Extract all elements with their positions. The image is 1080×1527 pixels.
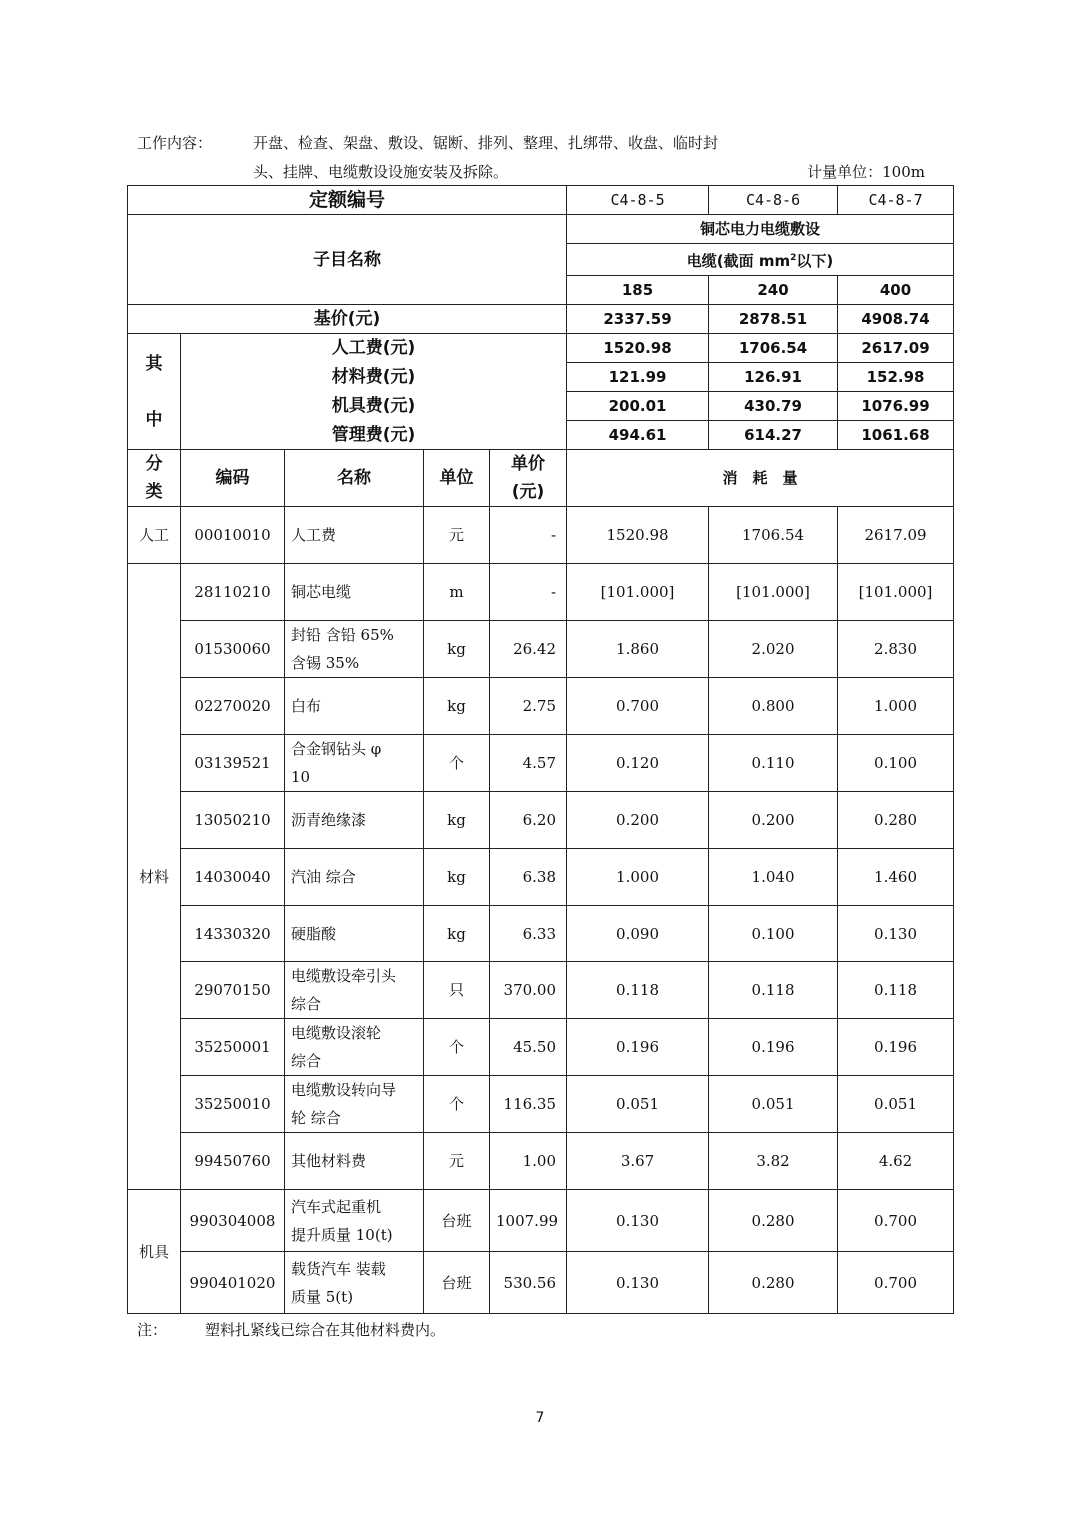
resource-code: 14030040 — [181, 849, 285, 906]
consumption-value: 2617.09 — [838, 507, 954, 564]
footnote-text: 塑料扎紧线已综合在其他材料费内。 — [205, 1321, 446, 1339]
consumption-value: 2.830 — [838, 621, 954, 678]
name-header: 名称 — [285, 450, 424, 507]
resource-code: 02270020 — [181, 678, 285, 735]
resource-code: 14330320 — [181, 906, 285, 962]
resource-price: 1007.99 — [490, 1190, 567, 1252]
consumption-value: 0.130 — [567, 1190, 709, 1252]
consumption-value: [101.000] — [709, 564, 838, 621]
resource-unit: 个 — [424, 735, 490, 792]
consumption-value: 2.020 — [709, 621, 838, 678]
base-price: 4908.74 — [838, 305, 954, 334]
consumption-value: 1520.98 — [567, 507, 709, 564]
resource-code: 990304008 — [181, 1190, 285, 1252]
consumption-value: 0.118 — [838, 962, 954, 1019]
consumption-value: 0.051 — [567, 1076, 709, 1133]
resource-unit: kg — [424, 621, 490, 678]
page-number: 7 — [535, 1410, 545, 1426]
resource-code: 01530060 — [181, 621, 285, 678]
cost-row — [128, 392, 954, 421]
cost-value: 1706.54 — [709, 334, 838, 363]
item-subtitle: 电缆(截面 $mm^2$以下) — [567, 244, 954, 276]
resource-unit: 个 — [424, 1019, 490, 1076]
base-price: 2878.51 — [709, 305, 838, 334]
resource-price: 6.33 — [490, 906, 567, 962]
resource-name: 电缆敷设转向导 轮 综合 — [285, 1076, 424, 1133]
resource-code: 03139521 — [181, 735, 285, 792]
consumption-value: 0.196 — [567, 1019, 709, 1076]
resource-unit: 台班 — [424, 1190, 490, 1252]
resource-price: - — [490, 507, 567, 564]
consumption-value: 0.100 — [709, 906, 838, 962]
cost-row — [128, 421, 954, 450]
resource-name: 汽车式起重机 提升质量 10(t) — [285, 1190, 424, 1252]
consumption-value: 0.051 — [709, 1076, 838, 1133]
quota-label: 定额编号 — [128, 186, 567, 215]
machine-row — [128, 1190, 954, 1252]
resource-price: 1.00 — [490, 1133, 567, 1190]
consumption-value: 1.040 — [709, 849, 838, 906]
base-price: 2337.59 — [567, 305, 709, 334]
consumption-value: 0.700 — [838, 1190, 954, 1252]
cost-label: 机具费(元) — [181, 392, 567, 421]
material-row — [128, 906, 954, 962]
consumption-value: 0.200 — [709, 792, 838, 849]
cost-value: 1076.99 — [838, 392, 954, 421]
resource-name: 其他材料费 — [285, 1133, 424, 1190]
category-machine: 机具 — [128, 1190, 181, 1314]
quota-code-row — [128, 186, 954, 215]
resource-unit: 元 — [424, 1133, 490, 1190]
consumption-value: 0.118 — [709, 962, 838, 1019]
consumption-value: 0.130 — [838, 906, 954, 962]
work-content — [137, 130, 957, 188]
resource-unit: kg — [424, 906, 490, 962]
resource-name: 载货汽车 装载 质量 5(t) — [285, 1252, 424, 1314]
resource-code: 990401020 — [181, 1252, 285, 1314]
work-content-line-1: 开盘、检查、架盘、敷设、锯断、排列、整理、扎绑带、收盘、临时封 — [253, 134, 719, 152]
resource-code: 29070150 — [181, 962, 285, 1019]
consumption-value: 0.090 — [567, 906, 709, 962]
resource-unit: m — [424, 564, 490, 621]
resource-name: 沥青绝缘漆 — [285, 792, 424, 849]
resource-name: 人工费 — [285, 507, 424, 564]
consumption-value: 0.120 — [567, 735, 709, 792]
resource-unit: kg — [424, 792, 490, 849]
consumption-value: 4.62 — [838, 1133, 954, 1190]
of-which-label: 其 中 — [128, 334, 181, 450]
cost-label: 人工费(元) — [181, 334, 567, 363]
consumption-value: 0.196 — [709, 1019, 838, 1076]
resource-unit: kg — [424, 678, 490, 735]
cost-value: 614.27 — [709, 421, 838, 450]
resource-unit: 元 — [424, 507, 490, 564]
resource-price: 2.75 — [490, 678, 567, 735]
cable-size: 240 — [709, 276, 838, 305]
resource-price: 26.42 — [490, 621, 567, 678]
resource-name: 电缆敷设牵引头 综合 — [285, 962, 424, 1019]
consumption-value: 0.200 — [567, 792, 709, 849]
material-row — [128, 792, 954, 849]
resource-code: 99450760 — [181, 1133, 285, 1190]
cost-label: 管理费(元) — [181, 421, 567, 450]
quota-code: C4-8-5 — [567, 186, 709, 215]
material-row — [128, 621, 954, 678]
consumption-value: 0.051 — [838, 1076, 954, 1133]
resource-price: 6.20 — [490, 792, 567, 849]
consumption-value: 0.196 — [838, 1019, 954, 1076]
consumption-value: 0.280 — [709, 1252, 838, 1314]
resource-code: 00010010 — [181, 507, 285, 564]
footnote-label: 注： — [137, 1321, 168, 1339]
consumption-value: [101.000] — [567, 564, 709, 621]
consumption-value: 0.110 — [709, 735, 838, 792]
resource-price: 45.50 — [490, 1019, 567, 1076]
resource-code: 35250010 — [181, 1076, 285, 1133]
work-content-label: 工作内容： — [137, 134, 213, 152]
item-title: 铜芯电力电缆敷设 — [567, 215, 954, 244]
unit-header: 单位 — [424, 450, 490, 507]
material-row — [128, 564, 954, 621]
resource-name: 合金钢钻头 φ 10 — [285, 735, 424, 792]
resource-price: 4.57 — [490, 735, 567, 792]
resource-name: 白布 — [285, 678, 424, 735]
cost-row — [128, 334, 954, 363]
cost-label: 材料费(元) — [181, 363, 567, 392]
consumption-value: 0.700 — [567, 678, 709, 735]
material-row — [128, 1019, 954, 1076]
consumption-value: [101.000] — [838, 564, 954, 621]
column-header-row — [128, 450, 954, 507]
cost-value: 494.61 — [567, 421, 709, 450]
cost-value: 152.98 — [838, 363, 954, 392]
cost-value: 2617.09 — [838, 334, 954, 363]
resource-code: 13050210 — [181, 792, 285, 849]
material-row — [128, 678, 954, 735]
cost-value: 121.99 — [567, 363, 709, 392]
resource-unit: 个 — [424, 1076, 490, 1133]
category-header: 分 类 — [128, 450, 181, 507]
consumption-value: 1.460 — [838, 849, 954, 906]
consumption-value: 0.800 — [709, 678, 838, 735]
cost-value: 1061.68 — [838, 421, 954, 450]
resource-name: 汽油 综合 — [285, 849, 424, 906]
measurement-unit: 计量单位：100m — [807, 163, 925, 181]
consumption-value: 1.860 — [567, 621, 709, 678]
cost-row — [128, 363, 954, 392]
quota-code: C4-8-6 — [709, 186, 838, 215]
resource-price: - — [490, 564, 567, 621]
price-header: 单价 (元) — [490, 450, 567, 507]
category-material: 材料 — [128, 564, 181, 1190]
quota-code: C4-8-7 — [838, 186, 954, 215]
item-title-row — [128, 215, 954, 244]
consumption-value: 1.000 — [567, 849, 709, 906]
base-price-label: 基价(元) — [128, 305, 567, 334]
material-row — [128, 1076, 954, 1133]
consumption-value: 0.130 — [567, 1252, 709, 1314]
cost-value: 200.01 — [567, 392, 709, 421]
resource-unit: 只 — [424, 962, 490, 1019]
cable-size: 185 — [567, 276, 709, 305]
resource-price: 116.35 — [490, 1076, 567, 1133]
resource-price: 370.00 — [490, 962, 567, 1019]
resource-code: 28110210 — [181, 564, 285, 621]
resource-name: 封铅 含铅 65% 含锡 35% — [285, 621, 424, 678]
quota-table — [127, 185, 954, 1314]
consumption-value: 0.118 — [567, 962, 709, 1019]
consumption-value: 0.280 — [709, 1190, 838, 1252]
material-row — [128, 1133, 954, 1190]
material-row — [128, 735, 954, 792]
resource-unit: 台班 — [424, 1252, 490, 1314]
machine-row — [128, 1252, 954, 1314]
work-content-line-2: 头、挂牌、电缆敷设设施安装及拆除。 — [253, 163, 509, 181]
cost-value: 126.91 — [709, 363, 838, 392]
item-label: 子目名称 — [128, 215, 567, 305]
resource-name: 铜芯电缆 — [285, 564, 424, 621]
resource-name: 硬脂酸 — [285, 906, 424, 962]
resource-name: 电缆敷设滚轮 综合 — [285, 1019, 424, 1076]
resource-price: 530.56 — [490, 1252, 567, 1314]
resource-unit: kg — [424, 849, 490, 906]
consumption-value: 0.280 — [838, 792, 954, 849]
material-row — [128, 849, 954, 906]
consumption-value: 1706.54 — [709, 507, 838, 564]
resource-price: 6.38 — [490, 849, 567, 906]
consumption-value: 0.700 — [838, 1252, 954, 1314]
cable-size: 400 — [838, 276, 954, 305]
consumption-value: 3.82 — [709, 1133, 838, 1190]
consumption-value: 1.000 — [838, 678, 954, 735]
consumption-value: 0.100 — [838, 735, 954, 792]
footnote — [137, 1319, 445, 1340]
base-price-row — [128, 305, 954, 334]
resource-code: 35250001 — [181, 1019, 285, 1076]
cost-value: 430.79 — [709, 392, 838, 421]
consumption-value: 3.67 — [567, 1133, 709, 1190]
code-header: 编码 — [181, 450, 285, 507]
cost-value: 1520.98 — [567, 334, 709, 363]
category-labor: 人工 — [128, 507, 181, 564]
material-row — [128, 962, 954, 1019]
consumption-header: 消 耗 量 — [567, 450, 954, 507]
labor-row — [128, 507, 954, 564]
